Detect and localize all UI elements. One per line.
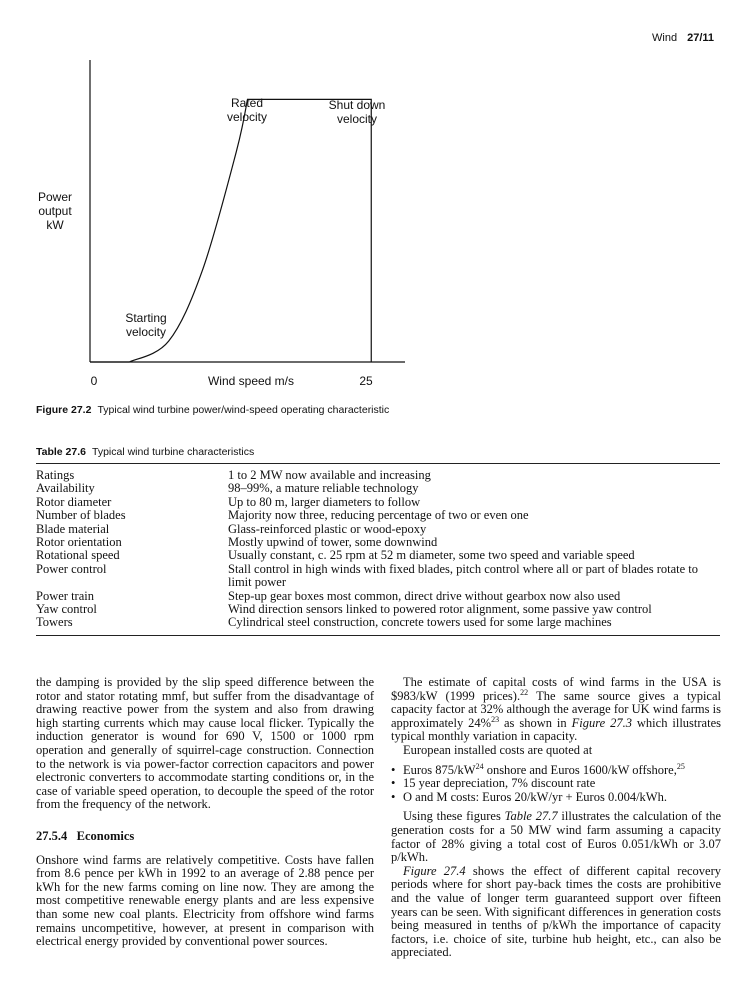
figure-number: Figure 27.2 xyxy=(36,404,92,416)
body-paragraph xyxy=(391,865,721,960)
text-run: shows the effect of different capital recovery periods where for short pay-back times the costs are prohibitive and the value of longer term guaranteed support over fifteen years can be seen. With significant differences in generation costs being measured in tenths of p/kWh the importance of capacity factors, i.e. choice of site, turbine hub height, etc., can also be appreciated. xyxy=(391,863,722,960)
table-row xyxy=(36,603,720,616)
starting-velocity-line-2: velocity xyxy=(125,325,166,339)
table-cell-value: Up to 80 m, larger diameters to follow xyxy=(228,494,421,509)
table-ref: Table 27.7 xyxy=(504,809,558,824)
table-cell-key: Towers xyxy=(36,615,73,630)
shut-down-velocity-label xyxy=(315,98,399,126)
text-run: onshore and Euros 1600/kW offshore, xyxy=(483,762,677,777)
table-cell-key: Rotor orientation xyxy=(36,535,122,550)
left-column xyxy=(36,676,374,949)
table-cell-value: Glass-reinforced plastic or wood-epoxy xyxy=(228,521,427,536)
power-curve-chart xyxy=(0,0,756,400)
shut-down-velocity-line-1: Shut down xyxy=(328,98,386,112)
footnote-ref: 22 xyxy=(520,687,529,697)
text-run: illustrates the calculation of the generation costs for a 50 MW wind farm assuming a capacity factor of 28% giving a total cost of Euros 0.051/kWh or 3.07 p/kWh. xyxy=(391,809,721,865)
footnote-ref: 23 xyxy=(491,714,500,724)
running-head-section: Wind xyxy=(652,32,678,44)
table-bottom-rule xyxy=(36,635,720,636)
y-axis-label-line-2: output xyxy=(38,204,72,218)
text-run: The estimate of capital costs of wind farms in the USA is $983/kW (1999 prices). xyxy=(391,675,721,703)
table-top-rule xyxy=(36,463,720,464)
table-row xyxy=(36,536,720,549)
list-item: • O and M costs: Euros 20/kW/yr + Euros 0.004/kWh. xyxy=(391,791,721,805)
section-heading-economics: 27.5.4 Economics xyxy=(36,828,135,843)
y-axis-label-line-3: kW xyxy=(46,218,64,232)
starting-velocity-label xyxy=(112,311,180,339)
x-tick-label: 0 xyxy=(90,374,98,388)
table-cell-value: Majority now three, reducing percentage of two or even one xyxy=(228,508,529,523)
rated-velocity-line-1: Rated xyxy=(230,96,264,110)
shut-down-velocity-line-2: velocity xyxy=(336,112,377,126)
figure-ref: Figure 27.4 xyxy=(403,863,466,878)
table-caption xyxy=(36,446,254,458)
table-caption-text: Typical wind turbine characteristics xyxy=(92,446,255,458)
footnote-ref: 24 xyxy=(475,761,484,771)
table-cell-key: Power train xyxy=(36,588,94,603)
text-run: Using these figures xyxy=(403,809,505,824)
x-tick-label: 25 xyxy=(359,374,373,388)
table-row xyxy=(36,496,720,509)
text-run: The same source gives a typical capacity factor at 32% although the average for UK wind farms is approximately 24% xyxy=(391,688,721,730)
starting-velocity-line-1: Starting xyxy=(125,311,167,325)
table-number: Table 27.6 xyxy=(36,446,86,458)
table-cell-key: Blade material xyxy=(36,521,110,536)
table-cell-key: Ratings xyxy=(36,468,75,482)
table-cell-value: Stall control in high winds with fixed blades, pitch control where all or part of blades rotate to limit power xyxy=(228,561,699,590)
y-axis-label-line-1: Power xyxy=(37,190,72,204)
table-cell-key: Yaw control xyxy=(36,602,97,617)
text-run: which illustrates typical monthly variation in capacity. xyxy=(391,715,721,744)
table-cell-value: Cylindrical steel construction, concrete towers used for some large machines xyxy=(228,615,612,630)
body-paragraph: the damping is provided by the slip speed difference between the rotor and stator rotating mmf, but suffer from the disadvantage of drawing reactive power from the system and also from drawing high starting currents which may cause local flicker. Typically the induction generator is wound for 690 V, 1500 or 1000 rpm operation and generally of squirrel-cage construction. Connection to the network is via power-factor correction capacitors and power electronic converters to accommodate starting conditions or, in the case of variable speed operation, to decouple the speed of the rotor from the frequency of the network. xyxy=(36,675,374,812)
right-column xyxy=(391,676,721,960)
list-item: • 15 year depreciation, 7% discount rate xyxy=(391,777,721,791)
y-axis-label xyxy=(30,190,80,232)
table-row xyxy=(36,590,720,603)
body-paragraph: European installed costs are quoted at xyxy=(403,742,593,757)
table-row xyxy=(36,523,720,536)
rated-velocity-label xyxy=(205,96,289,124)
body-paragraph xyxy=(391,810,721,864)
x-axis-label: Wind speed m/s xyxy=(207,374,295,388)
table-cell-key: Availability xyxy=(36,481,95,496)
figure-ref: Figure 27.3 xyxy=(571,715,632,730)
table-row xyxy=(36,509,720,522)
table-row xyxy=(36,616,720,629)
table-cell-value: Wind direction sensors linked to powered rotor alignment, some passive yaw control xyxy=(228,602,652,617)
table-cell-value: 98–99%, a mature reliable technology xyxy=(228,481,419,496)
table-cell-key: Number of blades xyxy=(36,508,126,523)
text-run: Euros 875/kW xyxy=(403,762,476,777)
table-cell-value: Usually constant, c. 25 rpm at 52 m diameter, some two speed and variable speed xyxy=(228,548,635,563)
body-paragraph xyxy=(391,676,721,744)
text-run: as shown in xyxy=(499,715,572,730)
table-row xyxy=(36,482,720,495)
running-head-page: 27/11 xyxy=(687,32,714,44)
body-paragraph: Onshore wind farms are relatively competitive. Costs have fallen from 8.6 pence per kWh in 1992 to an average of 2.88 pence per kWh for the new farms coming on line now. They are among the most competitive renewable energy plants and are less expensive than some new coal plants. Electricity from offshore wind farms remains uncompetitive, however, at present in comparison with electrical energy provided by conventional power sources. xyxy=(36,852,374,949)
cost-bullet-list xyxy=(391,761,721,805)
table-cell-value: Step-up gear boxes most common, direct drive without gearbox now also used xyxy=(228,588,621,603)
figure-caption xyxy=(36,404,389,416)
table-row xyxy=(36,563,720,590)
table-cell-value: 1 to 2 MW now available and increasing xyxy=(228,468,431,482)
table-cell-key: Rotor diameter xyxy=(36,494,112,509)
footnote-ref: 25 xyxy=(676,761,685,771)
list-item xyxy=(391,761,721,778)
table-cell-value: Mostly upwind of tower, some downwind xyxy=(228,535,438,550)
table-cell-key: Rotational speed xyxy=(36,548,120,563)
figure-caption-text: Typical wind turbine power/wind-speed operating characteristic xyxy=(97,404,390,416)
rated-velocity-line-2: velocity xyxy=(226,110,267,124)
characteristics-table xyxy=(36,469,720,630)
table-row xyxy=(36,469,720,482)
table-cell-key: Power control xyxy=(36,561,107,576)
table-row xyxy=(36,549,720,562)
